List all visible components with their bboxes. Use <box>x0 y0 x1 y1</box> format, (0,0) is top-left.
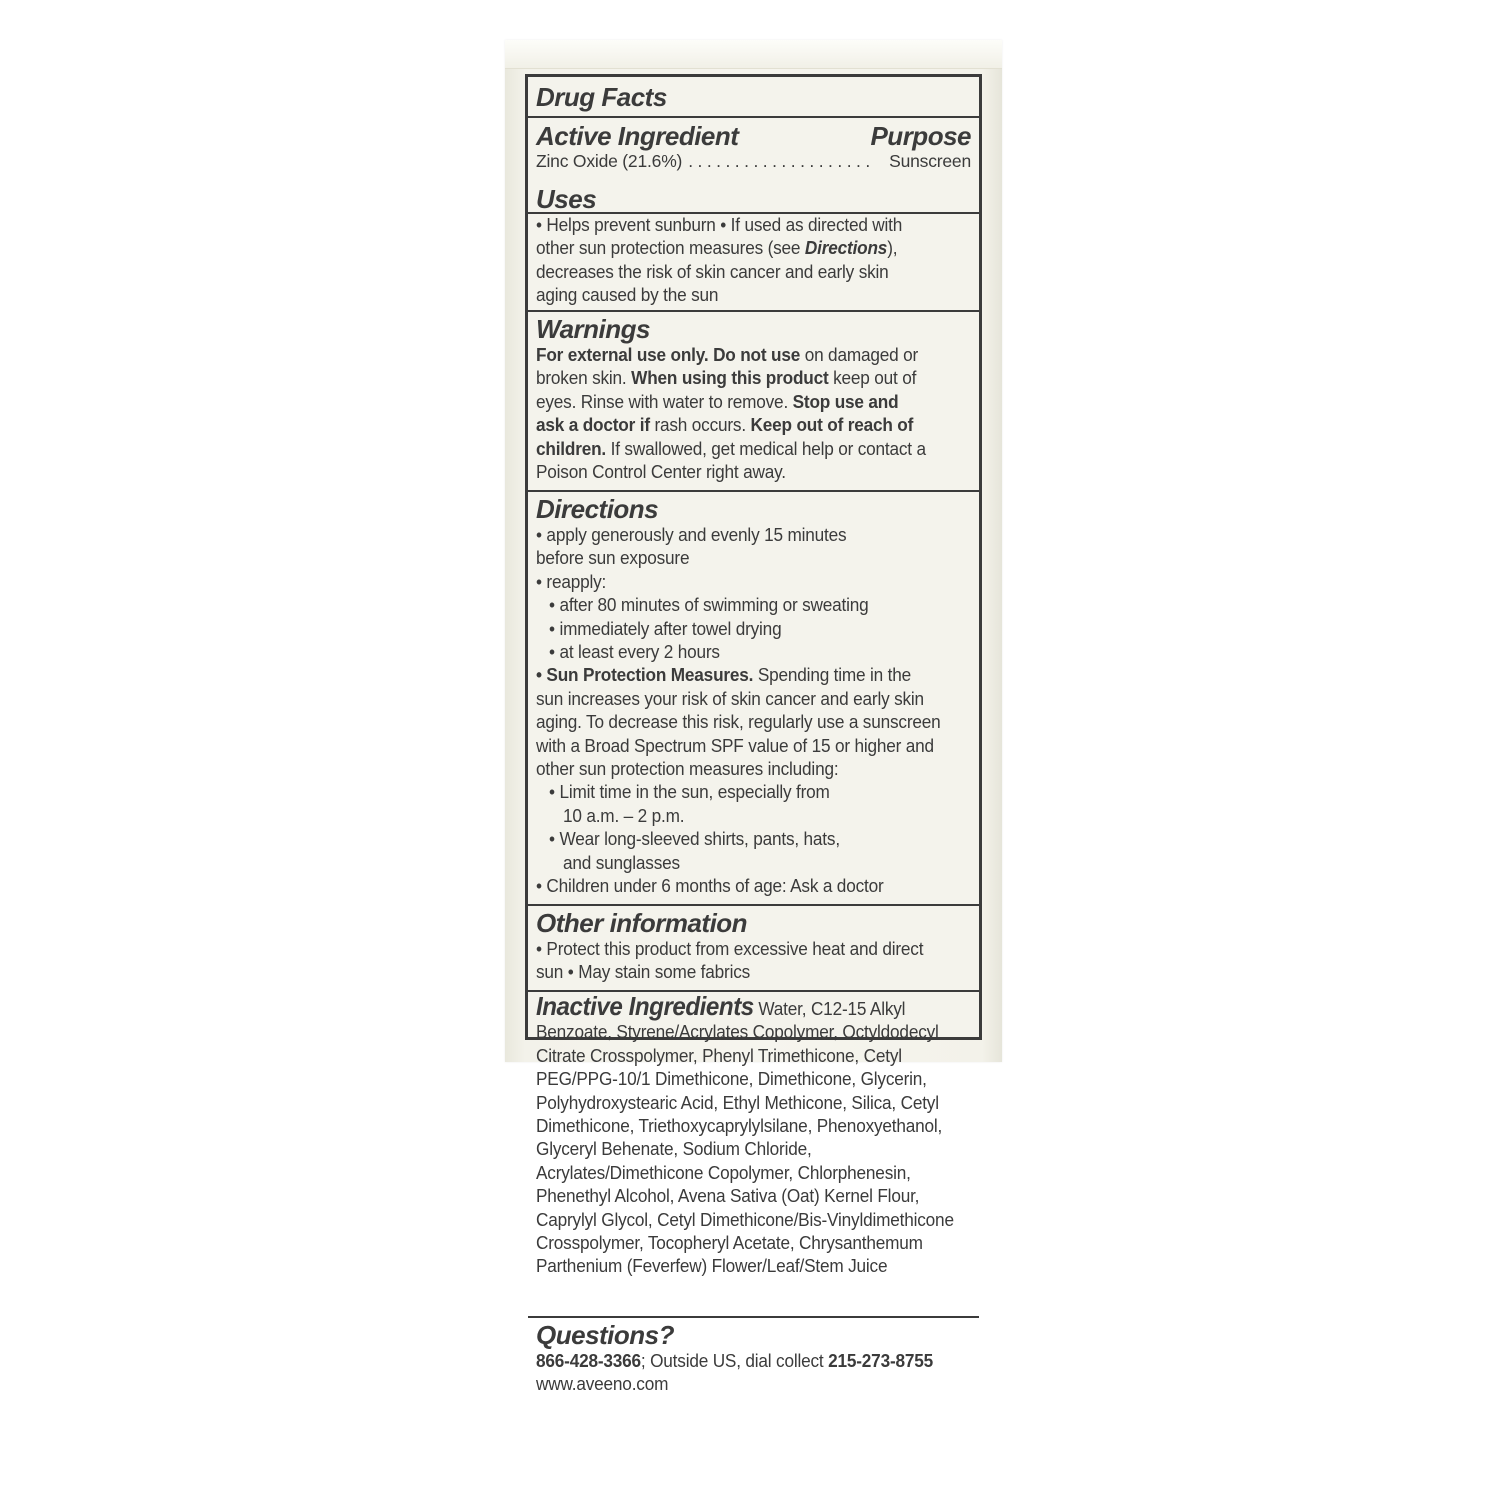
drug-facts-panel <box>525 74 982 1395</box>
inactive-ingredients-heading: Inactive Ingredients <box>536 991 754 1021</box>
leader-dots: . . . . . . . . . . . . . . . . . . . . <box>688 151 871 171</box>
drug-facts-title: Drug Facts <box>536 82 667 112</box>
purpose-heading: Purpose <box>870 121 971 151</box>
inactive-ingredients-section <box>528 992 979 1318</box>
directions-section <box>528 492 979 906</box>
website-url: www.aveeno.com <box>536 1373 669 1395</box>
directions-text: • apply generously and evenly 15 minutes before sun exposure • reapply: • after 80 minutes of swimming or sweating • immediately after towel drying • at least every 2 hours • Sun Protection Measures. Spending time in the sun increases your risk of skin cancer and early skin aging. To decrease this risk, regularly use a sunscreen with a Broad Spectrum SPF value of 15 or higher and other sun protection measures including: • Limit time in the sun, especially from 10 a.m. – 2 p.m. • Wear long-sleeved shirts, pants, hats, and sunglasses • Children under 6 months of age: Ask a doctor <box>536 524 941 897</box>
active-ingredient-heading: Active Ingredient <box>536 121 739 151</box>
questions-text: 866-428-3366; Outside US, dial collect 215-273-8755 www.aveeno.com <box>536 1349 969 1396</box>
active-ingredient-purpose: Sunscreen <box>889 151 971 171</box>
questions-heading: Questions? <box>536 1320 675 1350</box>
active-ingredient-name: Zinc Oxide (21.6%) <box>536 151 683 171</box>
uses-text: • Helps prevent sunburn • If used as directed with other sun protection measures (see Directions), decreases the risk of skin cancer and early skin aging caused by the sun <box>536 214 903 306</box>
box-top-flap <box>505 40 1002 69</box>
questions-section <box>528 1318 979 1396</box>
inactive-ingredients-text: Inactive Ingredients Water, C12-15 Alkyl Benzoate, Styrene/Acrylates Copolymer, Octyldodecyl Citrate Crosspolymer, Phenyl Trimethicone, Cetyl PEG/PPG-10/1 Dimethicone, Dimethicone, Glycerin, Polyhydroxystearic Acid, Ethyl Methicone, Silica, Cetyl Dimethicone, Triethoxycaprylylsilane, Phenoxyethanol, Glyceryl Behenate, Sodium Chloride, Acrylates/Dimethicone Copolymer, Chlorphenesin, Phenethyl Alcohol, Avena Sativa (Oat) Kernel Flour, Caprylyl Glycol, Cetyl Dimethicone/Bis-Vinyldimethicone Crosspolymer, Tocopheryl Acetate, Chrysanthemum Parthenium (Feverfew) Flower/Leaf/Stem Juice <box>536 991 954 1277</box>
phone-number-collect: 215-273-8755 <box>828 1350 934 1371</box>
other-information-section <box>528 906 979 992</box>
uses-heading: Uses <box>536 184 597 214</box>
product-box <box>505 40 1002 1395</box>
drug-facts-title-section <box>528 77 979 118</box>
directions-heading: Directions <box>536 494 659 524</box>
warnings-section <box>528 312 979 492</box>
uses-section <box>528 182 979 312</box>
other-information-text: • Protect this product from excessive heat and direct sun • May stain some fabrics <box>536 938 924 983</box>
warnings-text: For external use only. Do not use on damaged or broken skin. When using this product keep out of eyes. Rinse with water to remove. Stop use and ask a doctor if rash occurs. Keep out of reach of children. If swallowed, get medical help or contact a Poison Control Center right away. <box>536 344 926 483</box>
other-information-heading: Other information <box>536 908 748 938</box>
phone-number-us: 866-428-3366 <box>536 1350 641 1371</box>
warnings-heading: Warnings <box>536 314 650 344</box>
